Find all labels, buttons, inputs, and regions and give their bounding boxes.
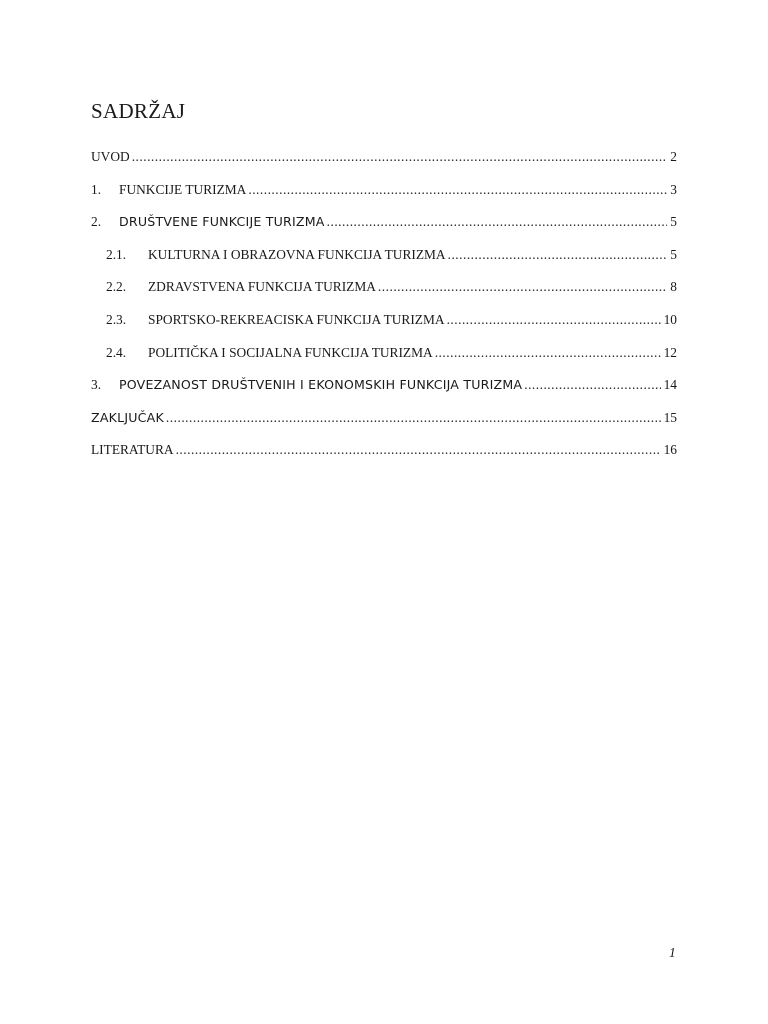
toc-dot-leader: [447, 310, 661, 330]
toc-entry-title: KULTURNA I OBRAZOVNA FUNKCIJA TURIZMA: [148, 246, 446, 262]
toc-entry-number: 2.: [91, 214, 102, 230]
toc-entry-number: 2.2.: [106, 279, 127, 295]
toc-dot-leader: [166, 408, 661, 428]
toc-entry-title: LITERATURA: [91, 442, 174, 458]
toc-entry-title: ZAKLJUČAK: [91, 409, 164, 425]
toc-entry-title: DRUŠTVENE FUNKCIJE TURIZMA: [119, 214, 325, 230]
toc-entry-sportsko-rekreacijska[interactable]: [91, 310, 677, 343]
page-number: 1: [669, 945, 676, 960]
toc-entry-number: 2.3.: [106, 311, 127, 327]
toc-entry-page: 12: [663, 344, 677, 360]
toc-entry-page: 16: [663, 442, 677, 458]
toc-entry-page: 14: [663, 377, 677, 393]
toc-entry-page: 3: [670, 181, 677, 197]
toc-dot-leader: [378, 277, 667, 297]
toc-entry-funkcije-turizma[interactable]: [91, 180, 677, 213]
toc-entry-uvod[interactable]: [91, 147, 677, 180]
toc-entry-number: 1.: [91, 181, 102, 197]
toc-dot-leader: [248, 180, 667, 200]
toc-entry-title: ZDRAVSTVENA FUNKCIJA TURIZMA: [148, 279, 376, 295]
toc-entry-title: FUNKCIJE TURIZMA: [119, 181, 247, 197]
toc-entry-kulturna-obrazovna[interactable]: [91, 245, 677, 278]
toc-dot-leader: [524, 375, 660, 395]
toc-entry-number: 3.: [91, 377, 102, 393]
toc-title: SADRŽAJ: [91, 99, 186, 123]
toc-entry-title: UVOD: [91, 149, 130, 164]
toc-entry-title: POLITIČKA I SOCIJALNA FUNKCIJA TURIZMA: [148, 344, 433, 360]
toc-entry-page: 5: [670, 214, 677, 230]
toc-entry-number: 2.4.: [106, 344, 127, 360]
toc-dot-leader: [435, 343, 661, 363]
toc-entry-zakljucak[interactable]: [91, 408, 677, 441]
table-of-contents: [91, 147, 677, 473]
toc-entry-literatura[interactable]: [91, 440, 677, 473]
toc-dot-leader: [448, 245, 668, 265]
toc-entry-politicka-socijalna[interactable]: [91, 343, 677, 376]
toc-entry-drustvene-funkcije[interactable]: [91, 212, 677, 245]
toc-entry-povezanost[interactable]: [91, 375, 677, 408]
toc-entry-page: 2: [670, 149, 677, 164]
toc-dot-leader: [132, 147, 668, 167]
toc-entry-page: 5: [670, 246, 677, 262]
toc-entry-title: SPORTSKO-REKREACISKA FUNKCIJA TURIZMA: [148, 311, 445, 327]
toc-dot-leader: [327, 212, 668, 232]
toc-entry-number: 2.1.: [106, 246, 127, 262]
toc-entry-page: 15: [663, 409, 677, 425]
toc-entry-page: 10: [663, 311, 677, 327]
toc-entry-page: 8: [670, 279, 677, 295]
toc-entry-title: POVEZANOST DRUŠTVENIH I EKONOMSKIH FUNKCIJA TURIZMA: [119, 377, 523, 393]
toc-dot-leader: [176, 440, 661, 460]
toc-entry-zdravstvena[interactable]: [91, 277, 677, 310]
